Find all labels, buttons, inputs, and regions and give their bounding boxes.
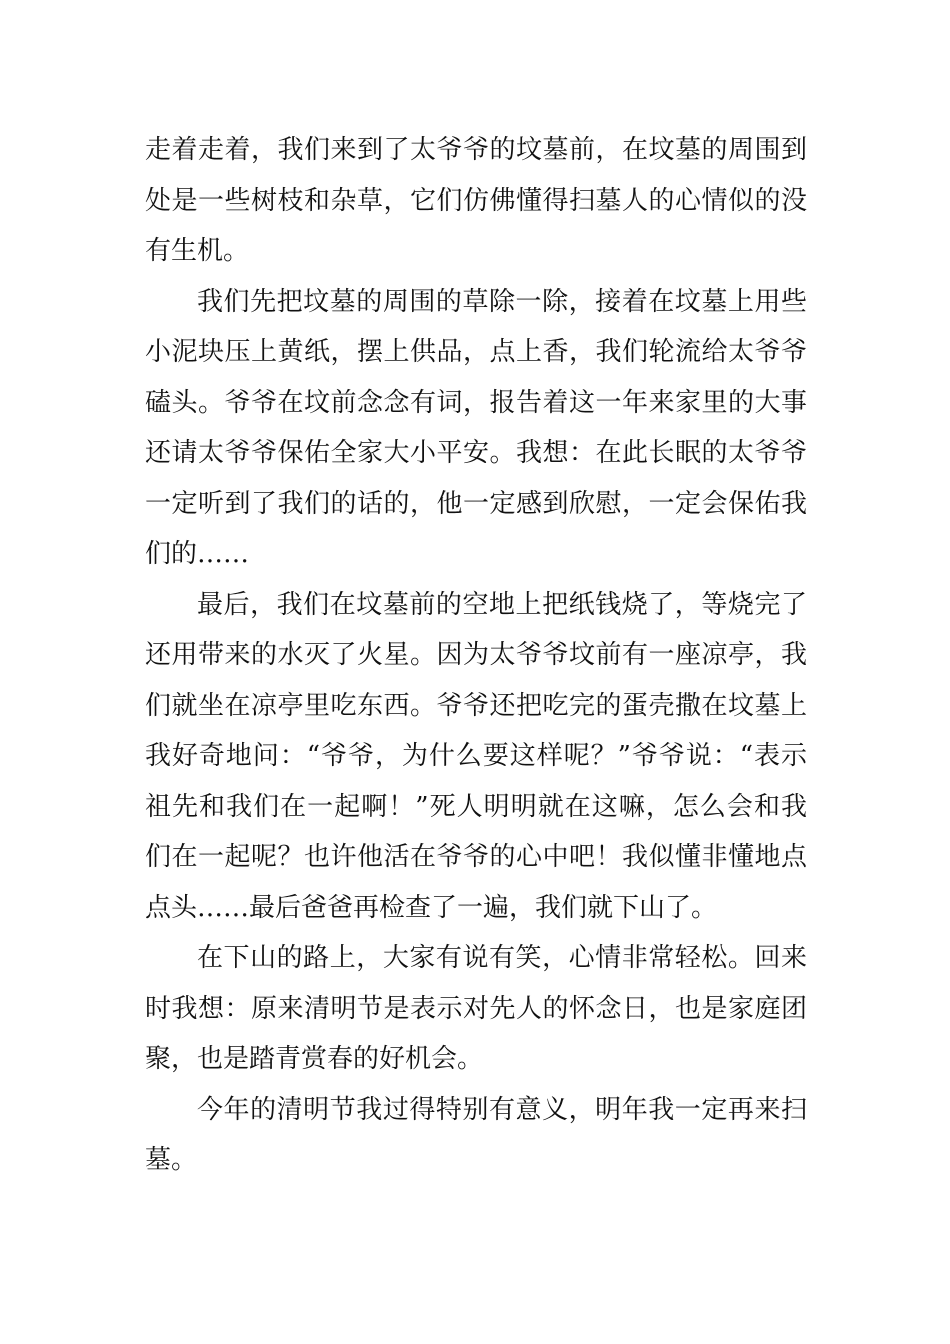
document-body	[145, 125, 807, 1186]
paragraph-1: 走着走着，我们来到了太爷爷的坟墓前，在坟墓的周围到处是一些树枝和杂草，它们仿佛懂得扫墓人的心情似的没有生机。	[145, 135, 807, 266]
paragraph-2: 我们先把坟墓的周围的草除一除，接着在坟墓上用些小泥块压上黄纸，摆上供品，点上香，我们轮流给太爷爷磕头。爷爷在坟前念念有词，报告着这一年来家里的大事还请太爷爷保佑全家大小平安。我想：在此长眠的太爷爷一定听到了我们的话的，他一定感到欣慰，一定会保佑我们的……	[145, 286, 807, 569]
paragraph-4: 在下山的路上，大家有说有笑，心情非常轻松。回来时我想：原来清明节是表示对先人的怀念日，也是家庭团聚，也是踏青赏春的好机会。	[145, 943, 807, 1074]
paragraph-3: 最后，我们在坟墓前的空地上把纸钱烧了，等烧完了还用带来的水灭了火星。因为太爷爷坟前有一座凉亭，我们就坐在凉亭里吃东西。爷爷还把吃完的蛋壳撒在坟墓上我好奇地问：“爷爷，为什么要这样呢？”爷爷说：“表示祖先和我们在一起啊！”死人明明就在这嘛，怎么会和我们在一起呢？也许他活在爷爷的心中吧！我似懂非懂地点点头……最后爸爸再检查了一遍，我们就下山了。	[145, 589, 807, 923]
paragraph-5: 今年的清明节我过得特别有意义，明年我一定再来扫墓。	[145, 1094, 807, 1175]
